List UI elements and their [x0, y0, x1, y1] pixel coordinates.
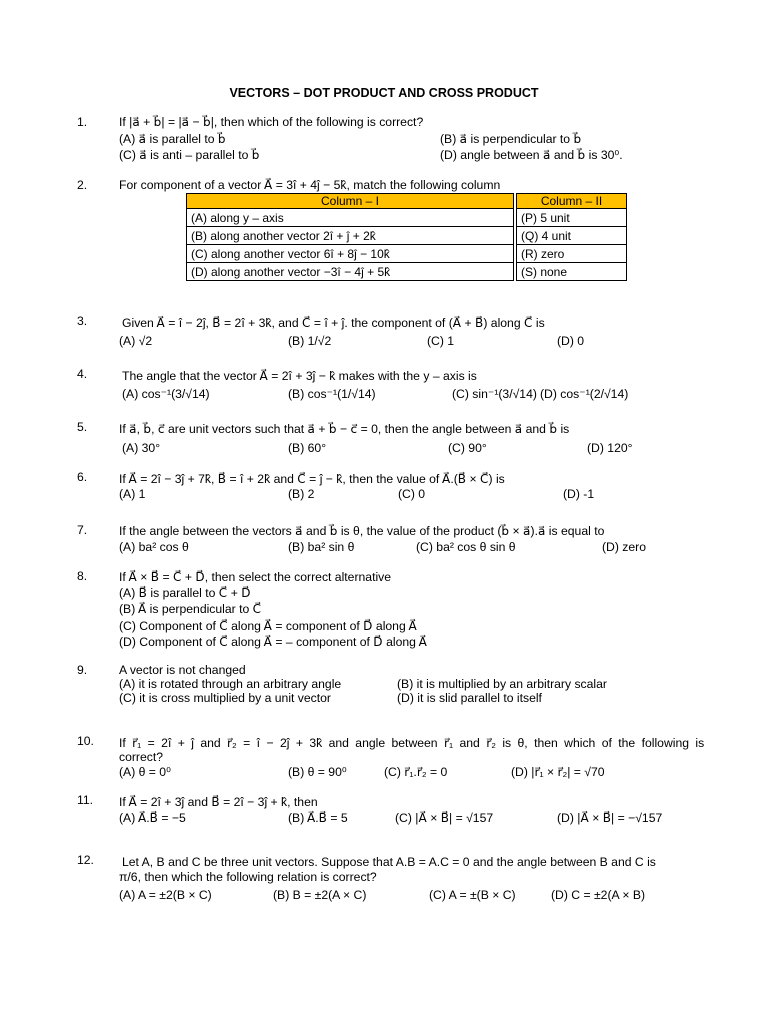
question-number: 7.: [77, 523, 88, 537]
question-text: For component of a vector A⃗ = 3î + 4ĵ − 5k̂, match the following column: [119, 178, 501, 192]
question-text: Given A⃗ = î − 2ĵ, B⃗ = 2î + 3k̂, and C⃗ = î + ĵ. the component of (A⃗ + B⃗) along C⃗ is: [122, 316, 545, 330]
option-a: (A) ba² cos θ: [119, 540, 189, 554]
table-cell: (Q) 4 unit: [517, 227, 627, 245]
question-number: 10.: [77, 734, 94, 748]
question-number: 9.: [77, 663, 88, 677]
option-d: (D) |A⃗ × B⃗| = −√157: [557, 811, 663, 825]
option-d: (D) angle between a⃗ and b⃗ is 30⁰.: [440, 148, 623, 162]
column-header: Column – II: [517, 194, 627, 209]
question-text-cont: π/6, then which the following relation is correct?: [119, 870, 377, 884]
question-text: If |a⃗ + b⃗| = |a⃗ − b⃗|, then which of the following is correct?: [119, 115, 424, 129]
option-a: (A) it is rotated through an arbitrary angle: [119, 677, 342, 691]
table-cell: (D) along another vector −3î − 4ĵ + 5k̂: [187, 263, 514, 281]
option-d: (D) zero: [602, 540, 647, 554]
option-a: (A) A = ±2(B × C): [119, 888, 212, 902]
table-cell: (S) none: [517, 263, 627, 281]
option-c: (C) 0: [398, 487, 426, 501]
question-number: 3.: [77, 314, 88, 328]
page-title: VECTORS – DOT PRODUCT AND CROSS PRODUCT: [229, 86, 539, 100]
question-number: 8.: [77, 569, 88, 583]
option-b: (B) 60°: [288, 441, 327, 455]
question-text: If A⃗ = 2î + 3ĵ and B⃗ = 2î − 3ĵ + k̂, then: [119, 795, 318, 809]
table-cell: (R) zero: [517, 245, 627, 263]
option-a: (A) cos⁻¹(3/√14): [122, 387, 210, 401]
question-number: 11.: [77, 793, 94, 807]
option-b: (B) ba² sin θ: [288, 540, 355, 554]
option-b: (B) cos⁻¹(1/√14): [288, 387, 376, 401]
question-number: 5.: [77, 420, 88, 434]
table-cell: (P) 5 unit: [517, 209, 627, 227]
option-c: (C) r⃗₁.r⃗₂ = 0: [384, 765, 448, 779]
option-a: (A) a⃗ is parallel to b⃗: [119, 132, 226, 146]
option-b: (B) 2: [288, 487, 315, 501]
question-text-cont: correct?: [119, 750, 164, 764]
table-row: [187, 245, 627, 263]
option-c: (C) a⃗ is anti – parallel to b⃗: [119, 148, 260, 162]
question-text: The angle that the vector A⃗ = 2î + 3ĵ − k̂ makes with the y – axis is: [122, 369, 477, 383]
question-text: If r⃗₁ = 2î + ĵ and r⃗₂ = î − 2ĵ + 3k̂ and angle between r⃗₁ and r⃗₂ is θ, then which of the following is: [119, 736, 705, 750]
option-b: (B) θ = 90⁰: [288, 765, 347, 779]
column-header: Column – I: [187, 194, 514, 209]
option-d: (D) 0: [557, 334, 585, 348]
question-text: If A⃗ × B⃗ = C⃗ + D⃗, then select the correct alternative: [119, 570, 392, 584]
question-text: If a⃗, b⃗, c⃗ are unit vectors such that a⃗ + b⃗ − c⃗ = 0, then the angle between a⃗ and b⃗ is: [119, 422, 570, 436]
question-text: If A⃗ = 2î − 3ĵ + 7k̂, B⃗ = î + 2k̂ and C⃗ = ĵ − k̂, then the value of A⃗.(B⃗ × C⃗) is: [119, 472, 505, 486]
option-d: (D) |r⃗₁ × r⃗₂| = √70: [511, 765, 605, 779]
table-cell: (C) along another vector 6î + 8ĵ − 10k̂: [187, 245, 514, 263]
option-d: (D) Component of C⃗ along A⃗ = – component of D⃗ along A⃗: [119, 635, 427, 649]
table-cell: (B) along another vector 2î + ĵ + 2k̂: [187, 227, 514, 245]
option-a: (A) A⃗.B⃗ = −5: [119, 811, 186, 825]
match-table: [186, 193, 627, 281]
question-number: 4.: [77, 367, 88, 381]
question-number: 12.: [77, 853, 94, 867]
question-text: A vector is not changed: [119, 663, 246, 677]
question-text: If the angle between the vectors a⃗ and b⃗ is θ, the value of the product (b⃗ × a⃗).a⃗ is equal to: [119, 524, 605, 538]
question-number: 1.: [77, 115, 88, 129]
option-a: (A) B⃗ is parallel to C⃗ + D⃗: [119, 586, 251, 600]
option-c: (C) Component of C⃗ along A⃗ = component of D⃗ along A⃗: [119, 619, 417, 633]
option-a: (A) 30°: [122, 441, 161, 455]
option-d: (D) cos⁻¹(2/√14): [540, 387, 629, 401]
option-b: (B) a⃗ is perpendicular to b⃗: [440, 132, 582, 146]
option-c: (C) it is cross multiplied by a unit vector: [119, 691, 331, 705]
option-c: (C) |A⃗ × B⃗| = √157: [395, 811, 494, 825]
option-d: (D) it is slid parallel to itself: [397, 691, 542, 705]
option-b: (B) it is multiplied by an arbitrary scalar: [397, 677, 607, 691]
table-row: [187, 227, 627, 245]
option-b: (B) B = ±2(A × C): [273, 888, 367, 902]
question-text: Let A, B and C be three unit vectors. Suppose that A.B = A.C = 0 and the angle between B and C is: [122, 855, 656, 869]
question-number: 2.: [77, 178, 88, 192]
option-c: (C) sin⁻¹(3/√14): [452, 387, 537, 401]
option-b: (B) 1/√2: [288, 334, 332, 348]
option-d: (D) 120°: [587, 441, 633, 455]
option-a: (A) θ = 0⁰: [119, 765, 171, 779]
option-b: (B) A⃗ is perpendicular to C⃗: [119, 602, 262, 616]
option-a: (A) √2: [119, 334, 153, 348]
option-c: (C) A = ±(B × C): [429, 888, 516, 902]
option-a: (A) 1: [119, 487, 146, 501]
table-row: [187, 209, 627, 227]
table-header-row: [187, 194, 627, 209]
option-b: (B) A⃗.B⃗ = 5: [288, 811, 348, 825]
question-number: 6.: [77, 470, 88, 484]
option-c: (C) 1: [427, 334, 455, 348]
option-c: (C) 90°: [448, 441, 487, 455]
option-d: (D) -1: [563, 487, 595, 501]
option-d: (D) C = ±2(A × B): [551, 888, 646, 902]
table-cell: (A) along y – axis: [187, 209, 514, 227]
table-row: [187, 263, 627, 281]
option-c: (C) ba² cos θ sin θ: [416, 540, 516, 554]
